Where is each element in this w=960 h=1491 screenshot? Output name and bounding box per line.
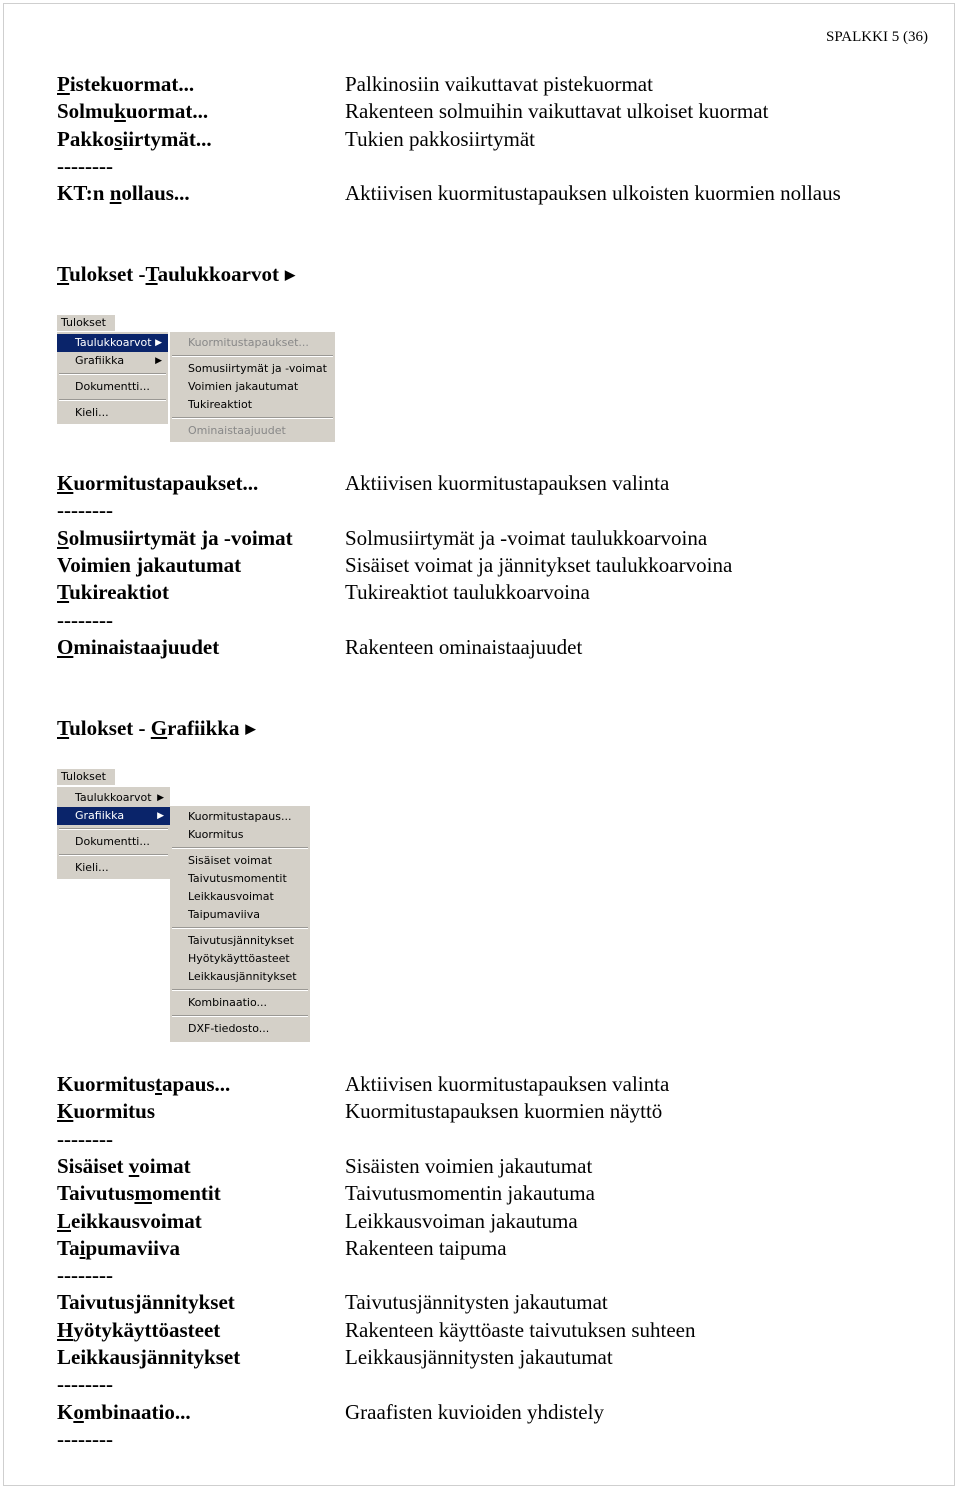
menu-command-label: -------- bbox=[57, 1126, 113, 1151]
menu-item-kieli[interactable]: Kieli... bbox=[75, 406, 109, 419]
menu-command-label: Pakkosiirtymät... bbox=[57, 126, 212, 151]
menu-command-label: -------- bbox=[57, 153, 113, 178]
submenu-item-tukireaktiot[interactable]: Tukireaktiot bbox=[188, 398, 253, 411]
menu-doc-row bbox=[57, 607, 345, 634]
menubar-tulokset[interactable]: Tulokset bbox=[57, 769, 115, 785]
menubar-tulokset[interactable]: Tulokset bbox=[57, 315, 115, 331]
menu-command-label: KT:n nollaus... bbox=[57, 181, 190, 206]
menu-item-kieli[interactable]: Kieli... bbox=[75, 861, 109, 874]
menu-doc-row bbox=[57, 1399, 604, 1426]
menu-command-label: Leikkausvoimat bbox=[57, 1208, 202, 1233]
submenu-item-sisaiset-voimat[interactable]: Sisäiset voimat bbox=[188, 854, 272, 867]
menu-command-label: Kuormitus bbox=[57, 1099, 156, 1124]
menu-command-label: -------- bbox=[57, 1426, 113, 1451]
submenu-item-leikkausjannitykset[interactable]: Leikkausjännitykset bbox=[188, 970, 297, 983]
menu-separator bbox=[172, 1015, 308, 1017]
menu-command-label: Taipumaviiva bbox=[57, 1235, 180, 1260]
menu-doc-row bbox=[57, 1235, 507, 1262]
submenu-item-hyotykayttoasteet[interactable]: Hyötykäyttöasteet bbox=[188, 952, 290, 965]
menu-doc-row bbox=[57, 1180, 595, 1207]
menu-command-label: Tukireaktiot bbox=[57, 580, 170, 605]
triangle-right-icon: ▶ bbox=[285, 267, 295, 282]
menu-command-description: Aktiivisen kuormitustapauksen valinta bbox=[345, 1072, 670, 1096]
menu-command-description: Tukireaktiot taulukkoarvoina bbox=[345, 580, 590, 605]
triangle-right-icon: ▶ bbox=[245, 721, 256, 736]
submenu-arrow-icon: ▶ bbox=[157, 811, 164, 821]
menu-doc-row bbox=[57, 1317, 695, 1344]
menu-item-taulukkoarvot[interactable]: Taulukkoarvot ▶ bbox=[57, 334, 168, 352]
page-header: SPALKKI 5 (36) bbox=[826, 29, 928, 45]
menu-command-label: Ominaistaajuudet bbox=[57, 634, 220, 659]
menu-doc-row bbox=[57, 525, 707, 552]
menu-command-label: -------- bbox=[57, 498, 113, 523]
menu-doc-row bbox=[57, 1426, 345, 1453]
menu-separator bbox=[59, 854, 168, 856]
menu-command-label: Kombinaatio... bbox=[57, 1399, 191, 1424]
menu-command-label: Solmusiirtymät ja -voimat bbox=[57, 525, 293, 550]
menu-command-label: -------- bbox=[57, 607, 113, 632]
menu-doc-row bbox=[57, 1344, 613, 1371]
heading-t2: aulukkoarvot bbox=[157, 262, 279, 286]
menu-doc-row bbox=[57, 1371, 345, 1398]
menu-doc-row bbox=[57, 1098, 662, 1125]
menu-doc-row bbox=[57, 98, 768, 125]
menu-doc-row bbox=[57, 180, 841, 207]
menu-command-label: Leikkausjännitykset bbox=[57, 1345, 241, 1369]
menu-command-label: -------- bbox=[57, 1372, 113, 1397]
menu-command-label: Sisäiset voimat bbox=[57, 1153, 191, 1178]
submenu-item-taipumaviiva[interactable]: Taipumaviiva bbox=[188, 908, 260, 921]
submenu-grafiikka bbox=[170, 806, 310, 1042]
menu-doc-row bbox=[57, 470, 669, 497]
menu-command-description: Aktiivisen kuormitustapauksen valinta bbox=[345, 471, 670, 495]
menu-command-description: Sisäisten voimien jakautumat bbox=[345, 1153, 593, 1178]
submenu-item-solmusiirtymat[interactable]: Somusiirtymät ja -voimat bbox=[188, 362, 327, 375]
menu-command-description: Aktiivisen kuormitustapauksen ulkoisten kuormien nollaus bbox=[345, 181, 841, 206]
main-menu bbox=[57, 787, 170, 879]
menu-command-label: Kuormitustapaus... bbox=[57, 1072, 231, 1096]
menu-command-label: -------- bbox=[57, 1263, 113, 1288]
menu-doc-row bbox=[57, 1153, 592, 1180]
menu-item-grafiikka[interactable]: Grafiikka ▶ bbox=[57, 807, 170, 825]
heading-u1: T bbox=[57, 262, 70, 286]
menu-command-description: Sisäiset voimat ja jännitykset taulukkoarvoina bbox=[345, 552, 733, 577]
heading-t1: ulokset - bbox=[69, 716, 151, 740]
menu-doc-row bbox=[57, 1289, 608, 1316]
menu-command-label: Voimien jakautumat bbox=[57, 552, 242, 577]
menu-command-description: Kuormitustapauksen kuormien näyttö bbox=[345, 1099, 663, 1124]
submenu-item-leikkausvoimat[interactable]: Leikkausvoimat bbox=[188, 890, 274, 903]
menu-command-label: Solmukuormat... bbox=[57, 99, 209, 124]
menu-item-dokumentti[interactable]: Dokumentti... bbox=[75, 380, 150, 393]
submenu-item-kuormitustapaukset[interactable]: Kuormitustapaukset... bbox=[188, 336, 309, 349]
heading-u2: G bbox=[150, 716, 168, 740]
menu-screenshot-taulukkoarvot bbox=[57, 315, 337, 443]
menu-command-label: Kuormitustapaukset... bbox=[57, 471, 259, 495]
menu-doc-row bbox=[57, 497, 345, 524]
menu-command-description: Taivutusjännitysten jakautumat bbox=[345, 1290, 608, 1315]
submenu-item-voimien-jakautumat[interactable]: Voimien jakautumat bbox=[188, 380, 299, 393]
menu-item-dokumentti[interactable]: Dokumentti... bbox=[75, 835, 150, 848]
menu-command-label: Pistekuormat... bbox=[57, 72, 195, 96]
submenu-taulukkoarvot bbox=[170, 332, 335, 442]
menu-separator bbox=[172, 989, 308, 991]
menu-separator bbox=[172, 927, 308, 929]
menu-separator bbox=[59, 399, 166, 401]
menu-doc-row bbox=[57, 1126, 345, 1153]
menu-doc-row bbox=[57, 1262, 345, 1289]
submenu-arrow-icon: ▶ bbox=[157, 793, 164, 803]
submenu-item-kuormitus[interactable]: Kuormitus bbox=[188, 828, 244, 841]
menu-item-grafiikka[interactable]: Grafiikka ▶ bbox=[57, 352, 168, 370]
submenu-item-taivutusjannitykset[interactable]: Taivutusjännitykset bbox=[188, 934, 294, 947]
submenu-arrow-icon: ▶ bbox=[155, 338, 162, 348]
menu-doc-row bbox=[57, 579, 590, 606]
heading-t1: ulokset - bbox=[69, 262, 146, 286]
menu-command-description: Palkinosiin vaikuttavat pistekuormat bbox=[345, 72, 653, 96]
menu-command-description: Rakenteen taipuma bbox=[345, 1235, 507, 1260]
heading-t2: rafiikka bbox=[167, 716, 240, 740]
menu-command-description: Graafisten kuvioiden yhdistely bbox=[345, 1399, 604, 1424]
menu-separator bbox=[172, 417, 333, 419]
menu-doc-row bbox=[57, 153, 345, 180]
menu-command-description: Leikkausvoiman jakautuma bbox=[345, 1208, 578, 1233]
main-menu bbox=[57, 332, 168, 424]
menu-command-description: Tukien pakkosiirtymät bbox=[345, 126, 535, 151]
menu-command-description: Solmusiirtymät ja -voimat taulukkoarvoina bbox=[345, 525, 708, 550]
menu-command-description: Leikkausjännitysten jakautumat bbox=[345, 1345, 613, 1369]
submenu-item-dxf-tiedosto[interactable]: DXF-tiedosto... bbox=[188, 1022, 270, 1035]
menu-doc-row bbox=[57, 126, 535, 153]
menu-command-description: Rakenteen ominaistaajuudet bbox=[345, 634, 583, 659]
submenu-item-ominaistaajuudet[interactable]: Ominaistaajuudet bbox=[188, 424, 286, 437]
menu-item-taulukkoarvot[interactable]: Taulukkoarvot ▶ bbox=[57, 789, 170, 807]
menu-doc-row bbox=[57, 1208, 578, 1235]
submenu-arrow-icon: ▶ bbox=[155, 356, 162, 366]
menu-doc-row bbox=[57, 552, 732, 579]
menu-separator bbox=[172, 847, 308, 849]
menu-separator bbox=[172, 355, 333, 357]
menu-command-label: Hyötykäyttöasteet bbox=[57, 1317, 221, 1342]
heading-grafiikka bbox=[57, 715, 255, 742]
menu-command-description: Taivutusmomentin jakautuma bbox=[345, 1181, 595, 1206]
heading-taulukkoarvot bbox=[57, 261, 295, 288]
menu-command-description: Rakenteen solmuihin vaikuttavat ulkoiset kuormat bbox=[345, 99, 769, 124]
menu-command-description: Rakenteen käyttöaste taivutuksen suhteen bbox=[345, 1317, 696, 1342]
menu-command-label: Taivutusjännitykset bbox=[57, 1290, 235, 1315]
menu-separator bbox=[59, 373, 166, 375]
menu-command-label: Taivutusmomentit bbox=[57, 1181, 221, 1206]
heading-u1: T bbox=[57, 716, 70, 740]
heading-u2: T bbox=[145, 262, 158, 286]
menu-doc-row bbox=[57, 634, 582, 661]
menu-screenshot-grafiikka bbox=[57, 769, 313, 1044]
menu-doc-row bbox=[57, 71, 653, 98]
submenu-item-kombinaatio[interactable]: Kombinaatio... bbox=[188, 996, 267, 1009]
menu-doc-row bbox=[57, 1071, 669, 1098]
submenu-item-kuormitustapaus[interactable]: Kuormitustapaus... bbox=[188, 810, 292, 823]
submenu-item-taivutusmomentit[interactable]: Taivutusmomentit bbox=[188, 872, 287, 885]
menu-separator bbox=[59, 828, 168, 830]
